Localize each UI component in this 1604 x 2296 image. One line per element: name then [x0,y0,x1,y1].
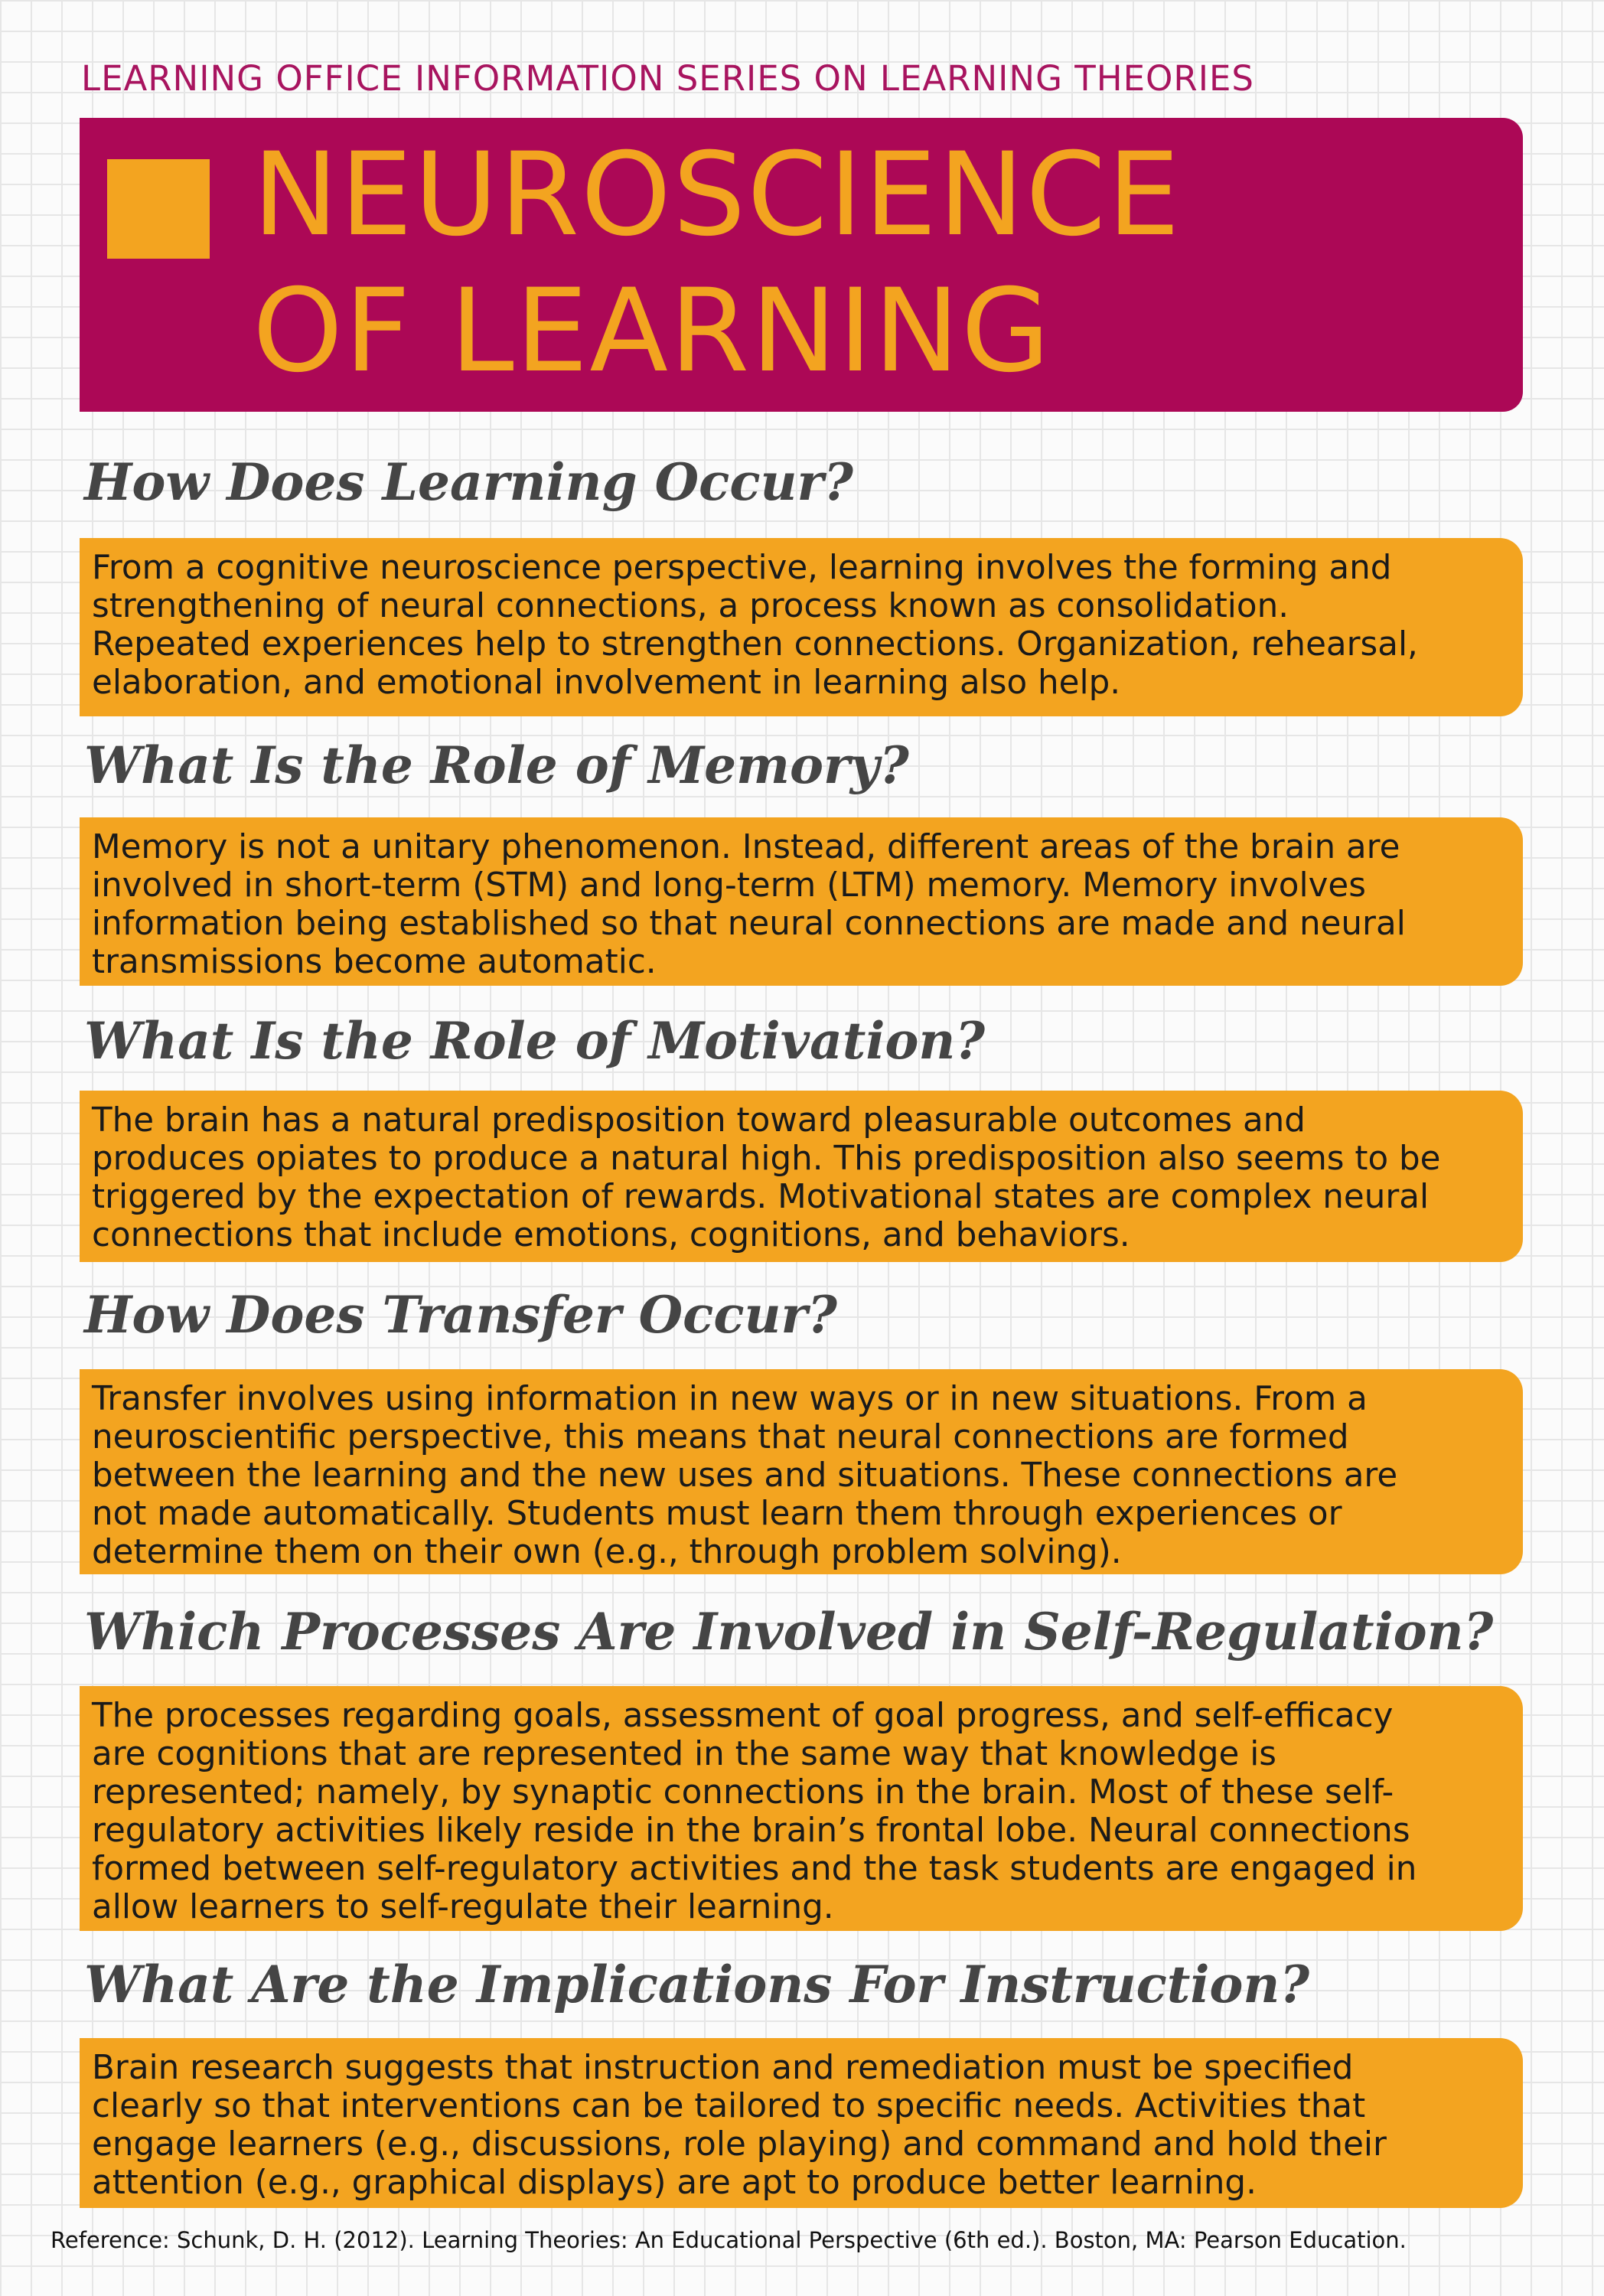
page-title-line-2: OF LEARNING [253,265,1052,398]
section-body-transfer-box [80,1369,1523,1574]
section-body-learning-box [80,538,1523,716]
section-body-memory-box [80,817,1523,986]
orange-square-icon [107,159,210,259]
reference-citation: Reference: Schunk, D. H. (2012). Learning Theories: An Educational Perspective (6th ed.). Boston, MA: Pearson Education. [51,2227,1407,2253]
section-heading-transfer: How Does Transfer Occur? [84,1285,837,1345]
section-body-learning: From a cognitive neuroscience perspective, learning involves the forming and strengthening of neural connections, a process known as consolidation. Repeated experiences help to strengthen connections. Organization, rehearsal, elaboration, and emotional involvement in learning also help. [92,549,1418,702]
page-title [253,127,1182,400]
section-heading-instruction: What Are the Implications For Instruction? [84,1955,1310,2014]
section-body-instruction-box [80,2038,1523,2208]
section-heading-motivation: What Is the Role of Motivation? [84,1011,986,1071]
section-heading-learning: How Does Learning Occur? [84,452,853,512]
section-heading-self-regulation: Which Processes Are Involved in Self-Regulation? [84,1602,1494,1662]
section-body-memory: Memory is not a unitary phenomenon. Instead, different areas of the brain are involved in short-term (STM) and long-term (LTM) memory. Memory involves information being established so that neural connections are made and neural transmissions become automatic. [92,828,1406,981]
section-body-self-regulation-box [80,1686,1523,1931]
page-title-line-1: NEUROSCIENCE [253,129,1182,262]
section-body-motivation: The brain has a natural predisposition toward pleasurable outcomes and produces opiates to produce a natural high. This predisposition also seems to be triggered by the expectation of rewards. Motivational states are complex neural connections that include emotions, cognitions, and behaviors. [92,1101,1441,1254]
section-heading-memory: What Is the Role of Memory? [84,735,909,795]
section-body-motivation-box [80,1091,1523,1262]
section-body-self-regulation: The processes regarding goals, assessment of goal progress, and self-efficacy are cognitions that are represented in the same way that knowledge is represented; namely, by synaptic connections in the brain. Most of these self- regulatory activities likely reside in the brain’s frontal lobe. Neural connections formed between self-regulatory activities and the task students are engaged in allow learners to self-regulate their learning. [92,1697,1417,1926]
title-banner [80,118,1523,412]
section-body-instruction: Brain research suggests that instruction and remediation must be specified clearly so that interventions can be tailored to specific needs. Activities that engage learners (e.g., discussions, role playing) and command and hold their attention (e.g., graphical displays) are apt to produce better learning. [92,2049,1387,2202]
section-body-transfer: Transfer involves using information in new ways or in new situations. From a neuroscientific perspective, this means that neural connections are formed between the learning and the new uses and situations. These connections are not made automatically. Students must learn them through experiences or determine them on their own (e.g., through problem solving). [92,1380,1398,1571]
series-label: LEARNING OFFICE INFORMATION SERIES ON LEARNING THEORIES [81,58,1254,99]
